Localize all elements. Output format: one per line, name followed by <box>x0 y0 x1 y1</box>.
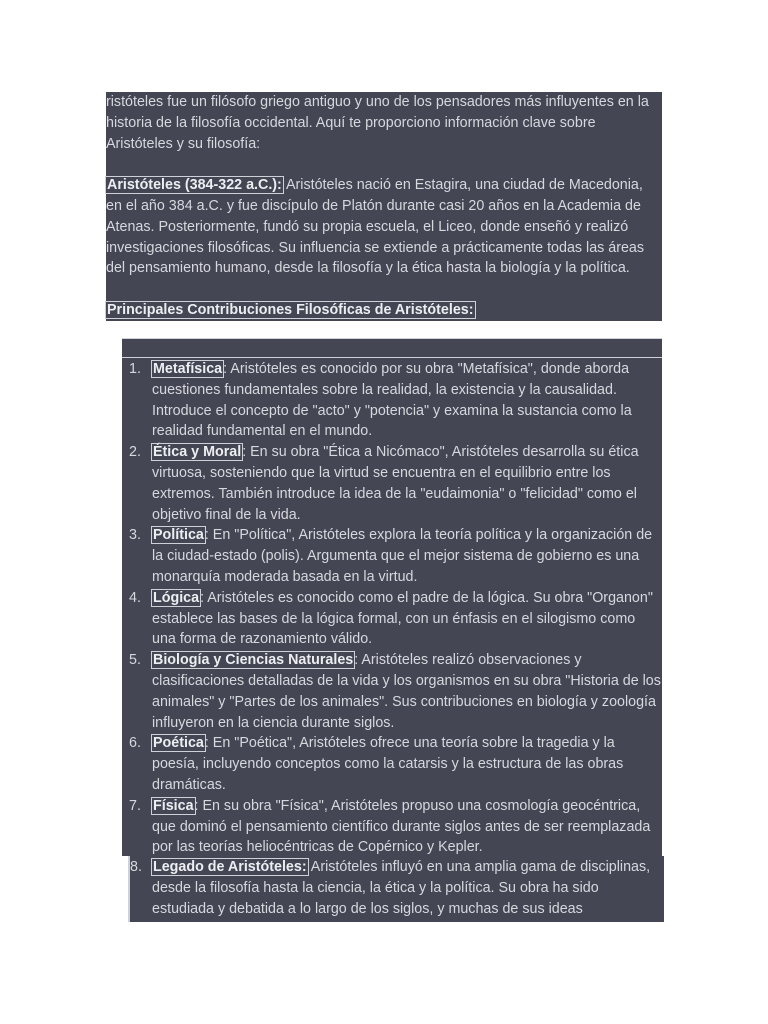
bio-text: Aristóteles nació en Estagira, una ciudad de Macedonia, en el año 384 a.C. y fue discípulo de Platón durante casi 20 años en la Academia de Atenas. Posteriormente, fundó su propia escuela, el Liceo, donde enseñó y realizó investigaciones filosóficas. Su influencia se extiende a prácticamente todas las áreas del pensamiento humano, desde la filosofía y la ética hasta la biología y la política. <box>106 177 645 277</box>
list-item <box>122 588 662 650</box>
item-number: 3. <box>129 527 141 544</box>
list-item <box>130 857 664 919</box>
section-heading: Principales Contribuciones Filosóficas de Aristóteles: <box>107 301 474 318</box>
item-number: 5. <box>129 652 141 669</box>
item-text: : En "Política", Aristóteles explora la teoría política y la organización de la ciudad-estado (polis). Argumenta que el mejor sistema de gobierno es una monarquía moderada basada en la virtud. <box>152 527 653 585</box>
item-number: 2. <box>129 444 141 461</box>
contributions-list-continued <box>128 856 664 922</box>
bio-paragraph <box>106 175 662 279</box>
item-text: : Aristóteles es conocido por su obra "Metafísica", donde aborda cuestiones fundamentales sobre la realidad, la existencia y la causalidad. Introduce el concepto de "acto" y "potencia" y examina la sustancia como la realidad fundamental en el mundo. <box>152 361 632 440</box>
item-label: Metafísica <box>153 361 223 377</box>
list-item <box>122 525 662 587</box>
section-heading-line <box>106 300 662 321</box>
item-label: Lógica <box>153 589 200 606</box>
item-text: Aristóteles influyó en una amplia gama de disciplinas, desde la filosofía hasta la ciencia, la ética y la política. Su obra ha sido estudiada y debatida a lo largo de los siglos, y muchas de sus ideas <box>152 859 651 917</box>
item-label: Política <box>153 527 204 544</box>
item-number: 4. <box>129 589 141 606</box>
item-number: 8. <box>130 859 142 875</box>
item-text: : En su obra "Física", Aristóteles propuso una cosmología geocéntrica, que dominó el pensamiento científico durante siglos antes de ser reemplazada por las teorías heliocéntricas de Copérnico y Kepler. <box>152 797 651 856</box>
contributions-list <box>122 358 662 856</box>
intro-paragraph: ristóteles fue un filósofo griego antiguo y uno de los pensadores más influyentes en la historia de la filosofía occidental. Aquí te proporciono información clave sobre Aristóteles y su filosofía: <box>106 94 649 152</box>
intro-block <box>106 92 662 321</box>
item-label: Poética <box>153 735 204 752</box>
list-item <box>122 442 662 525</box>
spacer-band <box>122 338 662 358</box>
item-text: : Aristóteles es conocido como el padre de la lógica. Su obra "Organon" establece las bases de la lógica formal, con un énfasis en el silogismo como una forma de razonamiento válido. <box>152 589 653 648</box>
list-item <box>122 796 662 858</box>
item-number: 1. <box>129 361 141 377</box>
list-item <box>122 359 662 442</box>
item-label: Legado de Aristóteles: <box>153 859 307 875</box>
item-number: 6. <box>129 735 141 752</box>
list-item <box>122 733 662 795</box>
item-text: : En su obra "Ética a Nicómaco", Aristóteles desarrolla su ética virtuosa, sosteniendo que la virtud se encuentra en el equilibrio entre los extremos. También introduce la idea de la "eudaimonia" o "felicidad" como el objetivo final de la vida. <box>152 444 639 523</box>
list-item <box>122 650 662 733</box>
item-text: : En "Poética", Aristóteles ofrece una teoría sobre la tragedia y la poesía, incluyendo conceptos como la catarsis y la estructura de las obras dramáticas. <box>152 735 624 793</box>
item-number: 7. <box>129 797 141 814</box>
bio-label: Aristóteles (384-322 a.C.): <box>107 177 282 194</box>
item-label: Física <box>153 797 194 814</box>
item-label: Biología y Ciencias Naturales <box>153 652 354 669</box>
item-label: Ética y Moral <box>153 444 242 461</box>
item-text: : Aristóteles realizó observaciones y clasificaciones detalladas de la vida y los organismos en su obra "Historia de los animales" y "Partes de los animales". Sus contribuciones en biología y zoología influyeron en la ciencia durante siglos. <box>152 652 661 731</box>
